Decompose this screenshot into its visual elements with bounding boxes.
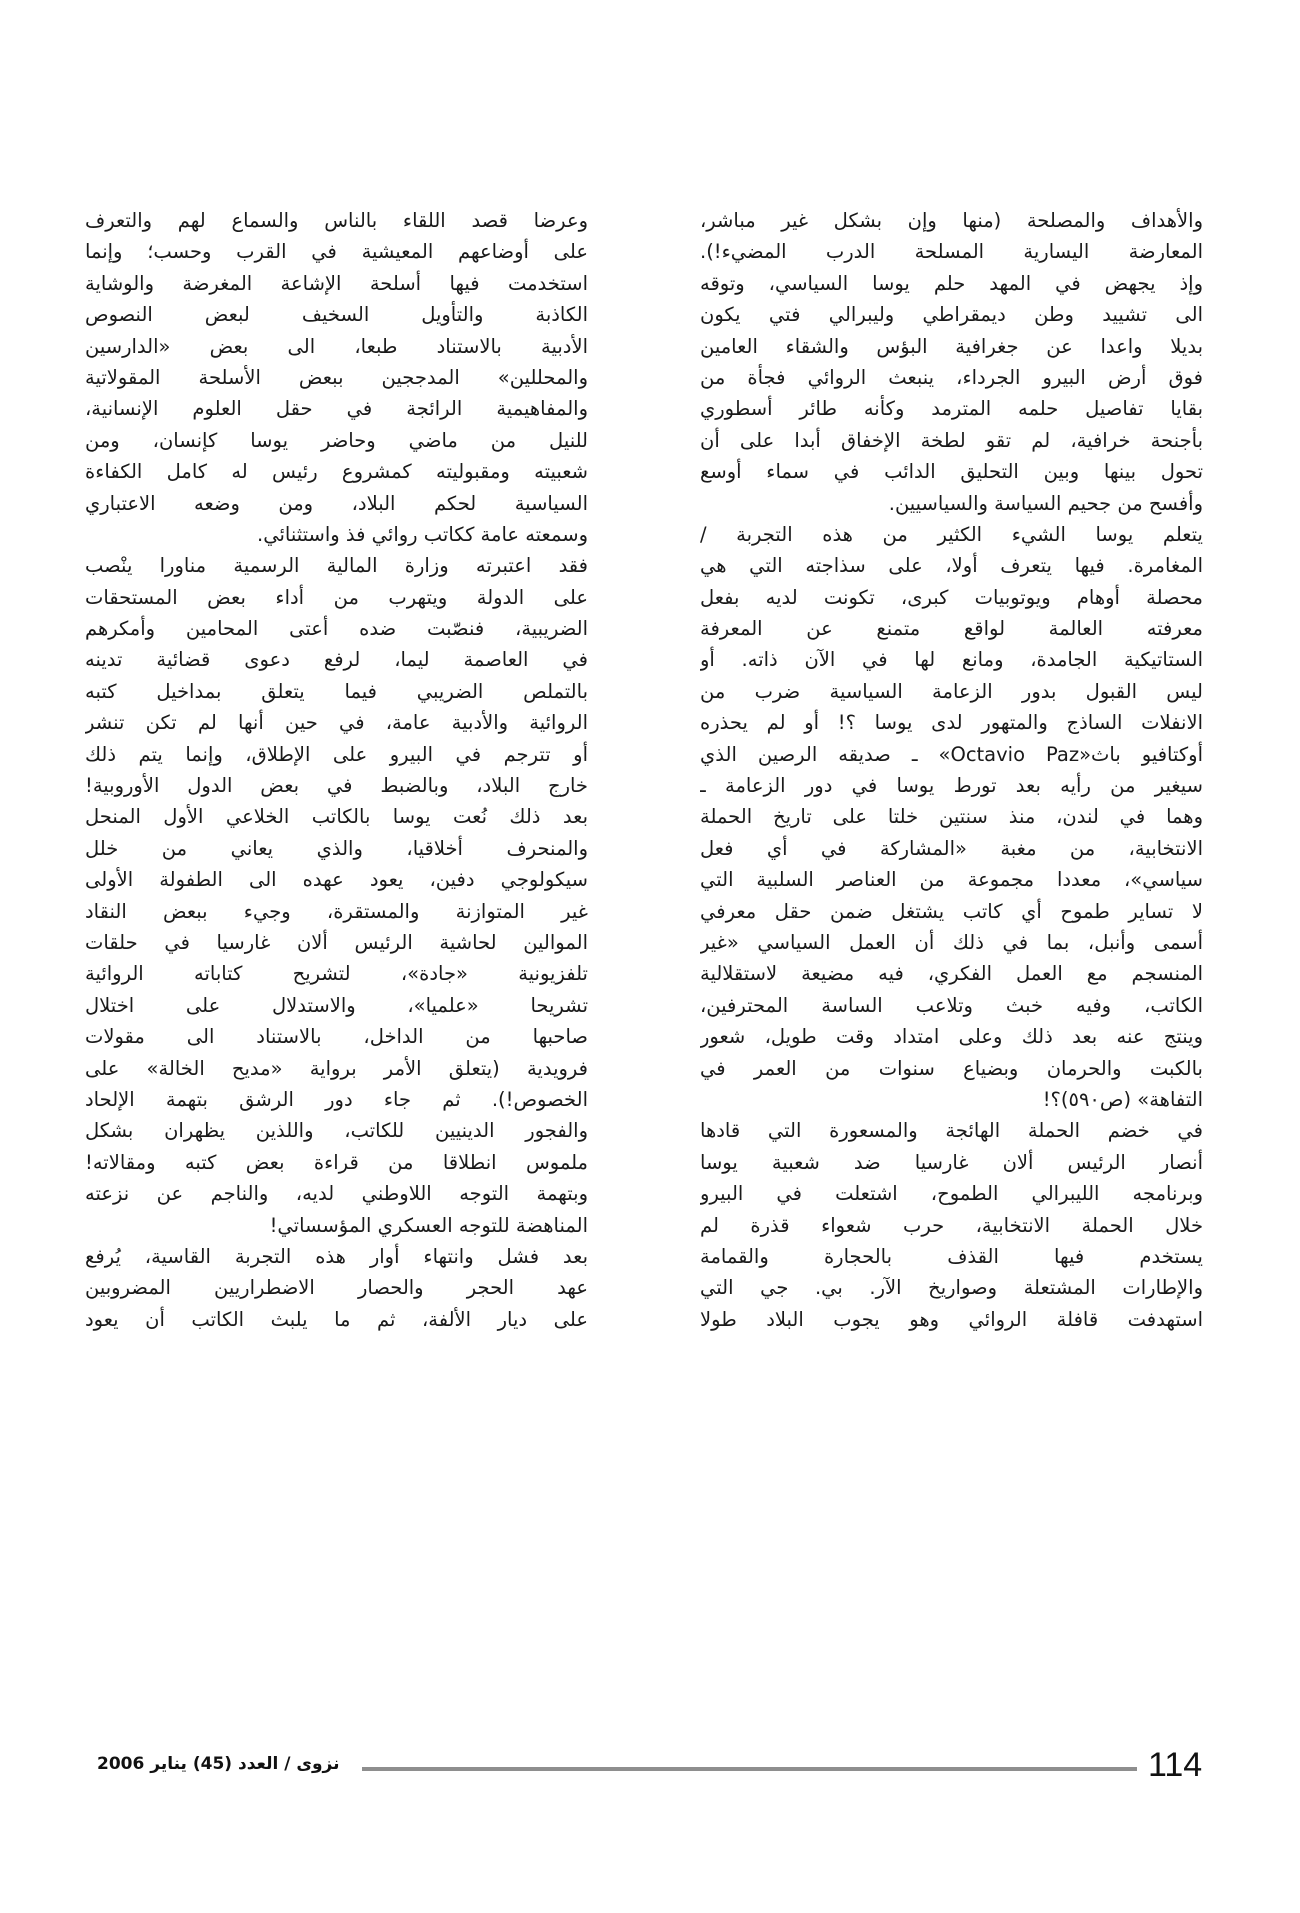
- text-line: وينتج عنه بعد ذلك وعلى امتداد وقت طويل، شعور: [700, 1025, 1203, 1049]
- text-line: والإطارات المشتعلة وصواريخ الآر. بي. جي التي: [700, 1276, 1203, 1300]
- text-line: يستخدم فيها القذف بالحجارة والقمامة: [700, 1244, 1203, 1268]
- text-line: الأدبية بالاستناد طبعا، الى بعض «الدارسين: [85, 334, 588, 358]
- text-line: على ديار الألفة، ثم ما يلبث الكاتب أن يعود: [85, 1307, 588, 1331]
- text-line: بالتملص الضريبي فيما يتعلق بمداخيل كتبه: [85, 679, 588, 703]
- text-line: معرفته العالمة لواقع متمنع عن المعرفة: [700, 617, 1203, 641]
- text-line: لا تساير طموح أي كاتب يشتغل ضمن حقل معرفي: [700, 899, 1203, 923]
- text-line: بأجنحة خرافية، لم تقو لطخة الإخفاق أبدا على أن: [700, 428, 1203, 452]
- text-line: بعد فشل وانتهاء أوار هذه التجربة القاسية، يُرفع: [85, 1244, 588, 1268]
- text-line: الضريبية، فنصّبت ضده أعتى المحامين وأمكرهم: [85, 617, 588, 641]
- text-line: سياسي»، معددا مجموعة من العناصر السلبية التي: [700, 868, 1203, 892]
- text-line: محصلة أوهام ويوتوبيات كبرى، تكونت لديه بفعل: [700, 585, 1203, 609]
- text-line: شعبيته ومقبوليته كمشروع رئيس له كامل الكفاءة: [85, 460, 588, 484]
- text-line: وبرنامجه الليبرالي الطموح، اشتعلت في البيرو: [700, 1182, 1203, 1206]
- text-line: ملموس انطلاقا من قراءة بعض كتبه ومقالاته!: [85, 1150, 588, 1174]
- text-line: خارج البلاد، وبالضبط في بعض الدول الأوروبية!: [85, 774, 588, 798]
- text-line: تشريحا «علميا»، والاستدلال على اختلال: [85, 993, 588, 1017]
- text-line: وعرضا قصد اللقاء بالناس والسماع لهم والتعرف: [85, 209, 588, 232]
- text-line: ليس القبول بدور الزعامة السياسية ضرب من: [700, 679, 1203, 703]
- text-line: على أوضاعهم المعيشية في القرب وحسب؛ وإنما: [85, 240, 588, 264]
- text-line: فوق أرض البيرو الجرداء، ينبعث الروائي فجأة من: [700, 365, 1203, 389]
- text-line: استهدفت قافلة الروائي وهو يجوب البلاد طولا: [700, 1307, 1203, 1331]
- article-column-right: [700, 205, 1203, 1335]
- text-line: للنيل من ماضي وحاضر يوسا كإنسان، ومن: [85, 428, 588, 452]
- text-line: في خضم الحملة الهائجة والمسعورة التي قادها: [700, 1119, 1203, 1143]
- page-number: 114: [1148, 1746, 1203, 1784]
- text-line: الانفلات الساذج والمتهور لدى يوسا ؟! أو لم يحذره: [700, 711, 1203, 735]
- text-line: غير المتوازنة والمستقرة، وجيء ببعض النقاد: [85, 899, 588, 923]
- text-line: وبتهمة التوجه اللاوطني لديه، والناجم عن نزعته: [85, 1182, 588, 1206]
- text-line: صاحبها من الداخل، بالاستناد الى مقولات: [85, 1025, 588, 1049]
- text-line: الموالين لحاشية الرئيس ألان غارسيا في حلقات: [85, 930, 588, 954]
- text-line: الانتخابية، من مغبة «المشاركة في أي فعل: [700, 836, 1203, 860]
- text-line: بعد ذلك نُعت يوسا بالكاتب الخلاعي الأول المنحل: [85, 805, 588, 829]
- text-line: المنسجم مع العمل الفكري، فيه مضيعة لاستقلالية: [700, 962, 1203, 986]
- issue-label: نزوى / العدد (45) يناير 2006: [97, 1754, 340, 1774]
- text-line: خلال الحملة الانتخابية، حرب شعواء قذرة لم: [700, 1213, 1203, 1237]
- text-line: والمحللين» المدججين ببعض الأسلحة المقولاتية: [85, 365, 588, 389]
- text-line: والمفاهيمية الرائجة في حقل العلوم الإنسانية،: [85, 397, 588, 421]
- text-line: بقايا تفاصيل حلمه المترمد وكأنه طائر أسطوري: [700, 397, 1203, 421]
- text-line: وسمعته عامة ككاتب روائي فذ واستثنائي.: [257, 522, 588, 546]
- text-line: السياسية لحكم البلاد، ومن وضعه الاعتباري: [85, 491, 588, 515]
- text-line: والمنحرف أخلاقيا، والذي يعاني من خلل: [85, 836, 588, 860]
- text-line: بديلا واعدا عن جغرافية البؤس والشقاء العامين: [700, 334, 1203, 358]
- text-line: استخدمت فيها أسلحة الإشاعة المغرضة والوشاية: [85, 271, 588, 295]
- text-line: أسمى وأنبل، بما في ذلك أن العمل السياسي «غير: [700, 930, 1203, 954]
- text-line: تحول بينها وبين التحليق الدائب في سماء أوسع: [700, 460, 1203, 484]
- text-line: سيكولوجي دفين، يعود عهده الى الطفولة الأولى: [85, 868, 588, 892]
- text-line: والأهداف والمصلحة (منها وإن بشكل غير مباشر،: [700, 209, 1203, 232]
- text-line: فرويدية (يتعلق الأمر برواية «مديح الخالة» على: [85, 1056, 588, 1080]
- text-line: على الدولة ويتهرب من أداء بعض المستحقات: [85, 585, 588, 609]
- text-line: فقد اعتبرته وزارة المالية الرسمية مناورا ينْصب: [85, 554, 588, 578]
- text-line: أوكتافيو باث«Octavio Paz» ـ صديقه الرصين الذي: [700, 742, 1203, 766]
- footer-rule: [362, 1767, 1137, 1771]
- text-line: الكاتب، وفيه خبث وتلاعب الساسة المحترفين،: [700, 993, 1203, 1017]
- text-line: المغامرة. فيها يتعرف أولا، على سذاجته التي هي: [700, 554, 1203, 578]
- text-line: يتعلم يوسا الشيء الكثير من هذه التجربة /: [700, 522, 1203, 546]
- text-line: أنصار الرئيس ألان غارسيا ضد شعبية يوسا: [700, 1150, 1203, 1174]
- text-line: تلفزيونية «جادة»، لتشريح كتاباته الروائية: [85, 962, 588, 986]
- text-line: الستاتيكية الجامدة، ومانع لها في الآن ذاته. أو: [700, 648, 1203, 672]
- text-line: في العاصمة ليما، لرفع دعوى قضائية تدينه: [85, 648, 588, 672]
- text-line: أو تترجم في البيرو على الإطلاق، وإنما يتم ذلك: [85, 742, 588, 766]
- text-line: المناهضة للتوجه العسكري المؤسساتي!: [269, 1213, 588, 1237]
- text-line: الكاذبة والتأويل السخيف لبعض النصوص: [85, 303, 588, 327]
- text-line: المعارضة اليسارية المسلحة الدرب المضيء!).: [700, 240, 1203, 264]
- text-line: سيغير من رأيه بعد تورط يوسا في دور الزعامة ـ: [700, 774, 1203, 798]
- text-line: وأفسح من جحيم السياسة والسياسيين.: [888, 491, 1203, 515]
- text-line: بالكبت والحرمان وبضياع سنوات من العمر في: [700, 1056, 1203, 1080]
- text-line: الخصوص!). ثم جاء دور الرشق بتهمة الإلحاد: [85, 1087, 588, 1111]
- article-column-left: [85, 205, 588, 1335]
- page-footer: [0, 1746, 1300, 1790]
- text-line: عهد الحجر والحصار الاضطراريين المضروبين: [85, 1276, 588, 1300]
- text-line: وإذ يجهض في المهد حلم يوسا السياسي، وتوقه: [700, 271, 1203, 295]
- text-line: الروائية والأدبية عامة، في حين أنها لم تكن تنشر: [85, 711, 588, 735]
- text-line: وهما في لندن، منذ سنتين خلتا على تاريخ الحملة: [700, 805, 1203, 829]
- text-line: الى تشييد وطن ديمقراطي وليبرالي فتي يكون: [700, 303, 1203, 327]
- text-line: التفاهة» (ص٥٩٠)؟!: [1042, 1087, 1203, 1111]
- text-line: والفجور الدينيين للكاتب، واللذين يظهران بشكل: [85, 1119, 588, 1143]
